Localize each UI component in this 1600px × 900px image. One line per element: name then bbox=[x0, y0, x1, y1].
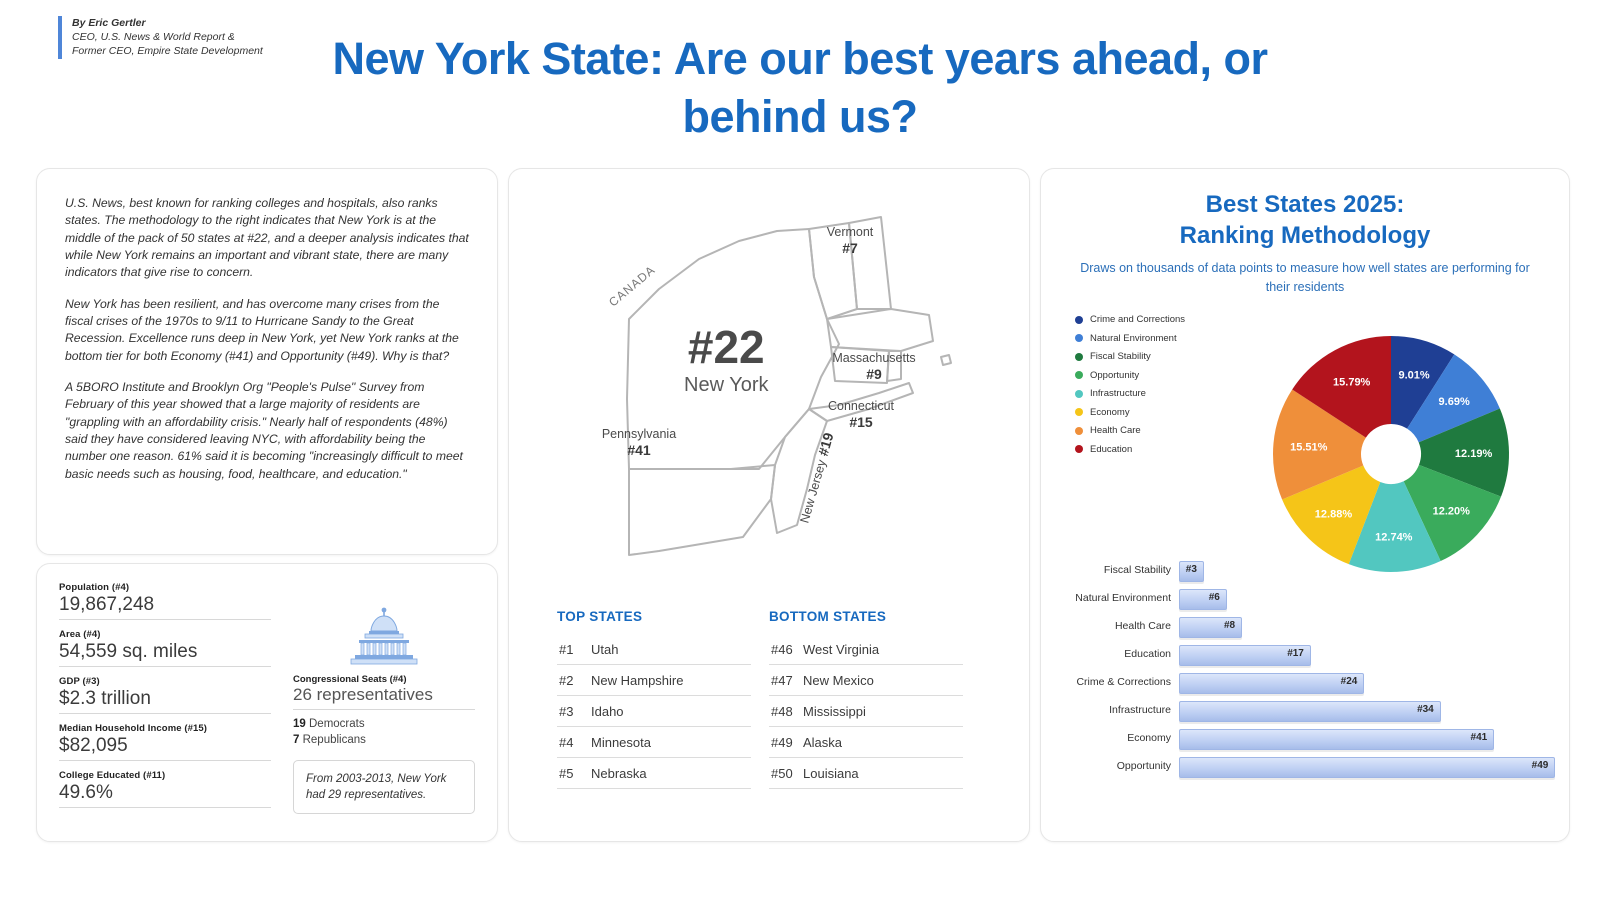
bar-track bbox=[1179, 589, 1561, 608]
byline-author: By Eric Gertler bbox=[72, 17, 146, 29]
legend-color-swatch bbox=[1075, 353, 1083, 361]
stats-list bbox=[59, 582, 271, 817]
article-paragraph-3: A 5BORO Institute and Brooklyn Org "People's Pulse" Survey from February of this year showed that a large majority of residents are "grappling with an affordability crisis." Nearly half of respondents (48%) said they have considered leaving NYC, with affordability being the number one reason. 61% said it is becoming "increasingly difficult to meet basic needs such as housing, food, healthcare, and education." bbox=[65, 379, 463, 481]
top-states-list bbox=[557, 609, 769, 789]
list-item: #48 Mississippi bbox=[769, 696, 963, 727]
stat-gdp bbox=[59, 676, 271, 714]
bar-track bbox=[1179, 757, 1561, 776]
list-item: #3 Idaho bbox=[557, 696, 751, 727]
pie-slice-label: 9.01% bbox=[1398, 369, 1430, 382]
stat-label: Median Household Income (#15) bbox=[59, 723, 208, 734]
legend-item bbox=[1075, 351, 1255, 362]
list-item: #50 Louisiana bbox=[769, 758, 963, 789]
stat-median-income bbox=[59, 723, 271, 761]
ranking-methodology-card bbox=[1040, 168, 1570, 842]
bar bbox=[1179, 589, 1227, 610]
list-item: #47 New Mexico bbox=[769, 665, 963, 696]
capitol-icon bbox=[293, 604, 475, 668]
bar bbox=[1179, 561, 1204, 582]
bar bbox=[1179, 729, 1494, 750]
pie-chart bbox=[1241, 309, 1541, 599]
byline-role-1: CEO, U.S. News & World Report & bbox=[72, 31, 235, 44]
list-item: #2 New Hampshire bbox=[557, 665, 751, 696]
stat-label: Population (#4) bbox=[59, 582, 130, 593]
map-label-connecticut: Connecticut #15 bbox=[827, 399, 894, 430]
legend-color-swatch bbox=[1075, 445, 1083, 453]
congressional-block bbox=[271, 582, 475, 817]
bar-category-label: Education bbox=[1124, 647, 1171, 660]
bar bbox=[1179, 617, 1242, 638]
pie-legend bbox=[1075, 314, 1255, 462]
pie-slice-label: 12.88% bbox=[1314, 508, 1353, 521]
bar-row bbox=[1061, 559, 1561, 581]
bar-track bbox=[1179, 729, 1561, 748]
bar-category-label: Health Care bbox=[1114, 619, 1171, 632]
legend-item bbox=[1075, 370, 1255, 381]
bar-category-label: Economy bbox=[1127, 731, 1171, 744]
top-states-header: TOP STATES bbox=[557, 609, 643, 624]
ranking-subtitle: Draws on thousands of data points to measure how well states are performing for their residents bbox=[1080, 261, 1530, 294]
ranking-title: Best States 2025: Ranking Methodology bbox=[1179, 191, 1431, 250]
party-breakdown bbox=[293, 717, 475, 748]
legend-item bbox=[1075, 314, 1255, 325]
stat-population bbox=[59, 582, 271, 620]
bar-category-label: Fiscal Stability bbox=[1103, 563, 1171, 576]
stat-label: Area (#4) bbox=[59, 629, 101, 640]
page-title: New York State: Are our best years ahead, or behind us? bbox=[332, 33, 1268, 142]
bar bbox=[1179, 645, 1311, 666]
democrats-label: Democrats bbox=[309, 718, 365, 730]
bar-row bbox=[1061, 671, 1561, 693]
map-label-canada: CANADA bbox=[606, 262, 658, 310]
bar-row bbox=[1061, 755, 1561, 777]
map-label-new-jersey: New Jersey #19 bbox=[797, 430, 837, 525]
legend-label: Health Care bbox=[1090, 425, 1141, 436]
bar-value-label: #34 bbox=[1417, 703, 1434, 715]
legend-color-swatch bbox=[1075, 427, 1083, 435]
byline-role-2: Former CEO, Empire State Development bbox=[72, 45, 263, 58]
bar-category-label: Opportunity bbox=[1116, 759, 1171, 772]
bottom-states-header: BOTTOM STATES bbox=[769, 609, 887, 624]
bar-row bbox=[1061, 699, 1561, 721]
bar bbox=[1179, 673, 1364, 694]
state-stats-card bbox=[36, 563, 498, 842]
bar-category-label: Infrastructure bbox=[1109, 703, 1171, 716]
new-york-name: New York bbox=[684, 374, 769, 396]
pie-slice-label: 9.69% bbox=[1438, 395, 1470, 408]
bar-row bbox=[1061, 643, 1561, 665]
legend-label: Fiscal Stability bbox=[1090, 351, 1151, 362]
list-item: #46 West Virginia bbox=[769, 634, 963, 665]
bar-track bbox=[1179, 701, 1561, 720]
legend-item bbox=[1075, 388, 1255, 399]
legend-label: Economy bbox=[1090, 406, 1130, 418]
democrats-count: 19 bbox=[293, 718, 306, 730]
bar bbox=[1179, 701, 1441, 722]
congressional-seats-value: 26 representatives bbox=[293, 685, 475, 710]
legend-label: Opportunity bbox=[1090, 369, 1140, 381]
map-label-massachusetts: Massachusetts #9 bbox=[832, 351, 916, 382]
legend-label: Education bbox=[1090, 443, 1133, 455]
pie-slice-label: 12.74% bbox=[1375, 531, 1413, 544]
rank-bar-chart bbox=[1061, 559, 1561, 783]
pie-slice-label: 12.20% bbox=[1432, 505, 1470, 518]
bar-value-label: #41 bbox=[1470, 731, 1488, 743]
map-label-vermont: Vermont #7 bbox=[826, 225, 874, 256]
pie-slice-label: 12.19% bbox=[1454, 447, 1493, 460]
stat-value: 19,867,248 bbox=[59, 594, 155, 615]
bar-row bbox=[1061, 587, 1561, 609]
legend-item bbox=[1075, 444, 1255, 455]
list-item: #4 Minnesota bbox=[557, 727, 751, 758]
bar-category-label: Natural Environment bbox=[1075, 591, 1171, 604]
northeast-map bbox=[509, 169, 1029, 599]
legend-item bbox=[1075, 407, 1255, 418]
list-item: #5 Nebraska bbox=[557, 758, 751, 789]
pie-slice-label: 15.51% bbox=[1290, 441, 1328, 454]
bar-value-label: #24 bbox=[1340, 675, 1358, 687]
legend-color-swatch bbox=[1075, 390, 1083, 398]
republicans-label: Republicans bbox=[302, 733, 366, 746]
list-item: #49 Alaska bbox=[769, 727, 963, 758]
bar-track bbox=[1179, 561, 1561, 580]
stat-value: $2.3 trillion bbox=[59, 688, 151, 709]
article-paragraph-1: U.S. News, best known for ranking colleges and hospitals, also ranks states. The methodology to the right indicates that New York is at the middle of the pack of 50 states at #22, and a deeper analysis indicates that while New York remains an important and vibrant state, there are many indicators that give rise to concern. bbox=[65, 196, 469, 280]
legend-label: Crime and Corrections bbox=[1090, 314, 1186, 325]
stat-value: $82,095 bbox=[59, 735, 128, 756]
stat-value: 49.6% bbox=[59, 782, 113, 803]
bar-value-label: #8 bbox=[1223, 619, 1236, 631]
stat-label: College Educated (#11) bbox=[59, 770, 166, 781]
bar-value-label: #3 bbox=[1185, 563, 1197, 575]
legend-label: Natural Environment bbox=[1090, 332, 1177, 344]
byline bbox=[58, 16, 332, 59]
stat-label: GDP (#3) bbox=[59, 676, 100, 687]
republicans-count: 7 bbox=[293, 733, 300, 746]
stat-area bbox=[59, 629, 271, 667]
bar-category-label: Crime & Corrections bbox=[1076, 675, 1171, 688]
legend-label: Infrastructure bbox=[1090, 388, 1146, 399]
bar-track bbox=[1179, 617, 1561, 636]
legend-item bbox=[1075, 333, 1255, 344]
legend-color-swatch bbox=[1075, 334, 1083, 342]
bar bbox=[1179, 757, 1555, 778]
new-york-rank: #22 bbox=[687, 321, 765, 373]
congressional-seats-label: Congressional Seats (#4) bbox=[293, 674, 407, 685]
bar-value-label: #49 bbox=[1531, 759, 1549, 771]
bottom-states-list bbox=[769, 609, 981, 789]
bar-track bbox=[1179, 645, 1561, 664]
legend-color-swatch bbox=[1075, 408, 1083, 416]
legend-item bbox=[1075, 425, 1255, 436]
bar-row bbox=[1061, 615, 1561, 637]
article-card bbox=[36, 168, 498, 555]
state-rank-lists bbox=[509, 609, 1029, 789]
bar-row bbox=[1061, 727, 1561, 749]
stat-value: 54,559 sq. miles bbox=[59, 641, 198, 662]
map-outlines bbox=[509, 169, 1029, 599]
map-label-pennsylvania: Pennsylvania #41 bbox=[601, 427, 677, 458]
bar-value-label: #17 bbox=[1287, 647, 1304, 659]
bar-value-label: #6 bbox=[1208, 591, 1220, 603]
historic-note: From 2003-2013, New York had 29 representatives. bbox=[293, 760, 475, 814]
list-item: #1 Utah bbox=[557, 634, 751, 665]
legend-color-swatch bbox=[1075, 371, 1083, 379]
pie-slice-label: 15.79% bbox=[1333, 376, 1371, 389]
bar-track bbox=[1179, 673, 1561, 692]
legend-color-swatch bbox=[1075, 316, 1083, 324]
article-paragraph-2: New York has been resilient, and has overcome many crises from the fiscal crises of the 1970s to 9/11 to Hurricane Sandy to the Great Recession. Excellence runs deep in New York, yet New York ranks at the bottom tier for both Economy (#41) and Opportunity (#49). Why is that? bbox=[65, 296, 459, 363]
map-label-new-york bbox=[684, 321, 769, 397]
map-card bbox=[508, 168, 1030, 842]
stat-college-educated bbox=[59, 770, 271, 808]
